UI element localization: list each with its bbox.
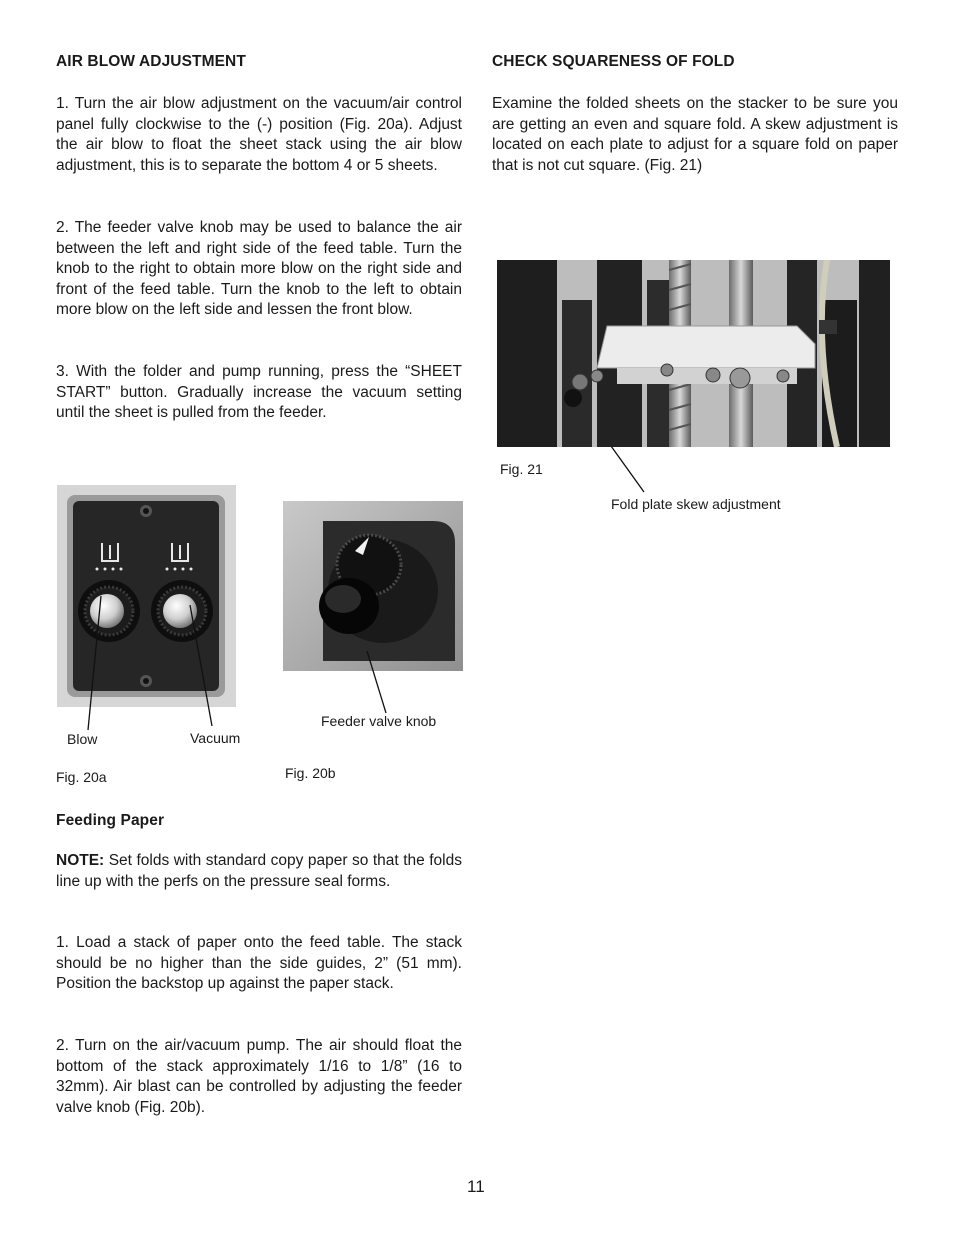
page-number: 11 <box>467 1177 485 1196</box>
feeding-step-2: 2. Turn on the air/vacuum pump. The air should float the bottom of the stack approximately 1/16 to 1/8” (16 to 32mm). Air blast can be controlled by adjusting the feeder valve knob (Fig. 20b). <box>56 1037 462 1116</box>
blow-label: Blow <box>67 731 98 747</box>
fig-20b-caption: Fig. 20b <box>285 765 336 781</box>
feeding-step-1: 1. Load a stack of paper onto the feed table. The stack should be no higher than the side guides, 2” (51 mm). Position the backstop up against the paper stack. <box>56 934 462 993</box>
note-text: Set folds with standard copy paper so that the folds line up with the perfs on the pressure seal forms. <box>56 852 462 890</box>
air-blow-step-3: 3. With the folder and pump running, press the “SHEET START” button. Gradually increase the vacuum setting until the sheet is pulled from the feeder. <box>56 363 462 422</box>
feeding-paper-heading: Feeding Paper <box>56 812 165 829</box>
feeding-note <box>56 851 462 892</box>
feeder-knob-label: Feeder valve knob <box>321 713 437 729</box>
note-label: NOTE: <box>56 852 105 869</box>
squareness-heading: CHECK SQUARENESS OF FOLD <box>492 53 735 70</box>
fig-21-photo <box>497 260 890 447</box>
fig-21-caption: Fig. 21 <box>500 461 543 477</box>
air-blow-step-1: 1. Turn the air blow adjustment on the vacuum/air control panel fully clockwise to the (-) position (Fig. 20a). Adjust the air blow to float the sheet stack using the air blow adjustment, this is to separate the bottom 4 or 5 sheets. <box>56 95 462 174</box>
air-blow-step-2: 2. The feeder valve knob may be used to balance the air between the left and right side of the feed table. Turn the knob to the right to obtain more blow on the right side and front of the feed table. Turn the knob to the left to obtain more blow on the left side and lessen the front blow. <box>56 219 462 319</box>
air-blow-heading: AIR BLOW ADJUSTMENT <box>56 53 246 70</box>
vacuum-label: Vacuum <box>190 730 241 746</box>
knob-leader-line <box>367 651 386 713</box>
squareness-paragraph: Examine the folded sheets on the stacker to be sure you are getting an even and square fold. A skew adjustment is located on each plate to adjust for a square fold on paper that is not cut square. (Fig. 21) <box>492 95 898 174</box>
vacuum-leader-line <box>190 605 212 726</box>
fig-20a-caption: Fig. 20a <box>56 769 107 785</box>
skew-adjustment-label: Fold plate skew adjustment <box>611 496 781 512</box>
blow-leader-line <box>88 596 101 730</box>
